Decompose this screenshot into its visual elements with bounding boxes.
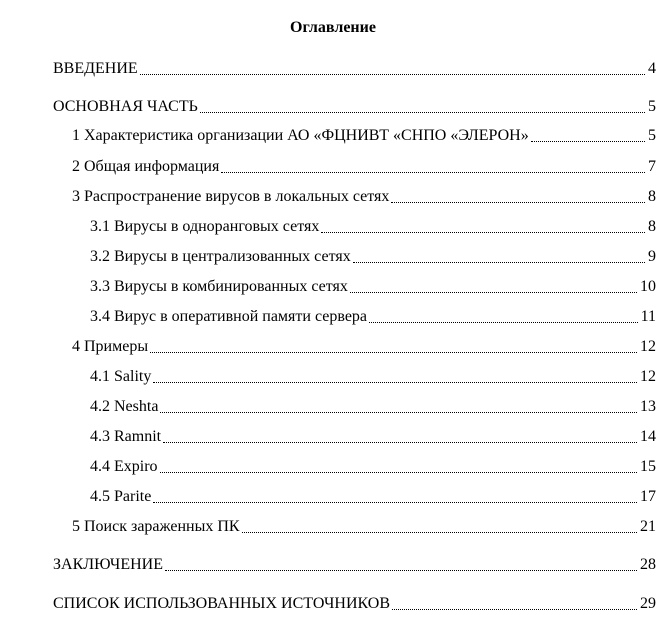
toc-page-number: 17 bbox=[640, 488, 656, 505]
toc-entry-label: 3 Распространение вирусов в локальных сетях bbox=[72, 188, 390, 205]
toc-entry-label: ОСНОВНАЯ ЧАСТЬ bbox=[53, 98, 198, 115]
dot-leader bbox=[391, 201, 645, 203]
toc-entry-section-4-5[interactable] bbox=[90, 485, 656, 507]
toc-entry-label: 5 Поиск зараженных ПК bbox=[72, 518, 240, 535]
toc-entry-label: ВВЕДЕНИЕ bbox=[53, 60, 138, 77]
dot-leader bbox=[353, 261, 645, 263]
dot-leader bbox=[321, 231, 645, 233]
toc-page-number: 28 bbox=[640, 556, 656, 573]
toc-entry-section-3-1[interactable] bbox=[90, 215, 656, 237]
toc-entry-label: 4.1 Sality bbox=[90, 368, 152, 385]
toc-entry-label: 3.2 Вирусы в централизованных сетях bbox=[90, 248, 351, 265]
dot-leader bbox=[160, 411, 637, 413]
toc-entry-label: 3.1 Вирусы в одноранговых сетях bbox=[90, 218, 320, 235]
dot-leader bbox=[369, 321, 638, 323]
toc-page-number: 8 bbox=[648, 218, 656, 235]
dot-leader bbox=[163, 441, 637, 443]
dot-leader bbox=[350, 291, 637, 293]
toc-entry-section-3[interactable] bbox=[72, 185, 656, 207]
dot-leader bbox=[150, 351, 637, 353]
dot-leader bbox=[221, 171, 645, 173]
dot-leader bbox=[165, 569, 637, 571]
toc-page-number: 5 bbox=[648, 98, 656, 115]
toc-entry-section-1[interactable] bbox=[72, 124, 656, 146]
toc-entry-section-4-3[interactable] bbox=[90, 425, 656, 447]
toc-entry-section-5[interactable] bbox=[72, 515, 656, 537]
toc-page-number: 7 bbox=[648, 158, 656, 175]
toc-entry-label: 2 Общая информация bbox=[72, 158, 220, 175]
toc-page-number: 15 bbox=[640, 458, 656, 475]
toc-entry-section-4[interactable] bbox=[72, 335, 656, 357]
dot-leader bbox=[200, 111, 645, 113]
toc-entry-section-3-2[interactable] bbox=[90, 245, 656, 267]
toc-page-number: 9 bbox=[648, 248, 656, 265]
toc-entry-label: 3.4 Вирус в оперативной памяти сервера bbox=[90, 308, 368, 325]
toc-entry-introduction[interactable] bbox=[53, 57, 656, 79]
toc-page-number: 4 bbox=[648, 60, 656, 77]
toc-page-number: 12 bbox=[640, 368, 656, 385]
dot-leader bbox=[242, 531, 637, 533]
toc-page-number: 29 bbox=[640, 595, 656, 612]
toc-entry-section-4-4[interactable] bbox=[90, 455, 656, 477]
toc-entry-section-4-1[interactable] bbox=[90, 365, 656, 387]
dot-leader bbox=[160, 471, 637, 473]
toc-entry-label: 4.5 Parite bbox=[90, 488, 152, 505]
toc-title: Оглавление bbox=[290, 19, 376, 36]
toc-page-number: 10 bbox=[640, 278, 656, 295]
toc-entry-section-3-3[interactable] bbox=[90, 275, 656, 297]
toc-page-number: 13 bbox=[640, 398, 656, 415]
toc-entry-label: 1 Характеристика организации АО «ФЦНИВТ «СНПО «ЭЛЕРОН» bbox=[72, 127, 529, 144]
dot-leader bbox=[153, 381, 637, 383]
toc-page-number: 21 bbox=[640, 518, 656, 535]
toc-page-number: 5 bbox=[648, 127, 656, 144]
toc-page-number: 8 bbox=[648, 188, 656, 205]
dot-leader bbox=[392, 608, 637, 610]
toc-entry-label: ЗАКЛЮЧЕНИЕ bbox=[53, 556, 163, 573]
toc-entry-label: 3.3 Вирусы в комбинированных сетях bbox=[90, 278, 348, 295]
dot-leader bbox=[531, 140, 645, 142]
toc-entry-label: 4.4 Expiro bbox=[90, 458, 158, 475]
toc-page-number: 11 bbox=[640, 308, 656, 325]
dot-leader bbox=[153, 501, 637, 503]
toc-entry-label: СПИСОК ИСПОЛЬЗОВАННЫХ ИСТОЧНИКОВ bbox=[53, 595, 391, 612]
dot-leader bbox=[140, 73, 645, 75]
toc-entry-references[interactable] bbox=[53, 592, 656, 614]
toc-entry-conclusion[interactable] bbox=[53, 553, 656, 575]
toc-entry-section-3-4[interactable] bbox=[90, 305, 656, 327]
toc-page-number: 12 bbox=[640, 338, 656, 355]
toc-entry-main-part[interactable] bbox=[53, 95, 656, 117]
toc-entry-section-4-2[interactable] bbox=[90, 395, 656, 417]
toc-page-number: 14 bbox=[640, 428, 656, 445]
toc-entry-label: 4 Примеры bbox=[72, 338, 149, 355]
toc-entry-label: 4.2 Neshta bbox=[90, 398, 159, 415]
toc-entry-section-2[interactable] bbox=[72, 155, 656, 177]
toc-entry-label: 4.3 Ramnit bbox=[90, 428, 162, 445]
